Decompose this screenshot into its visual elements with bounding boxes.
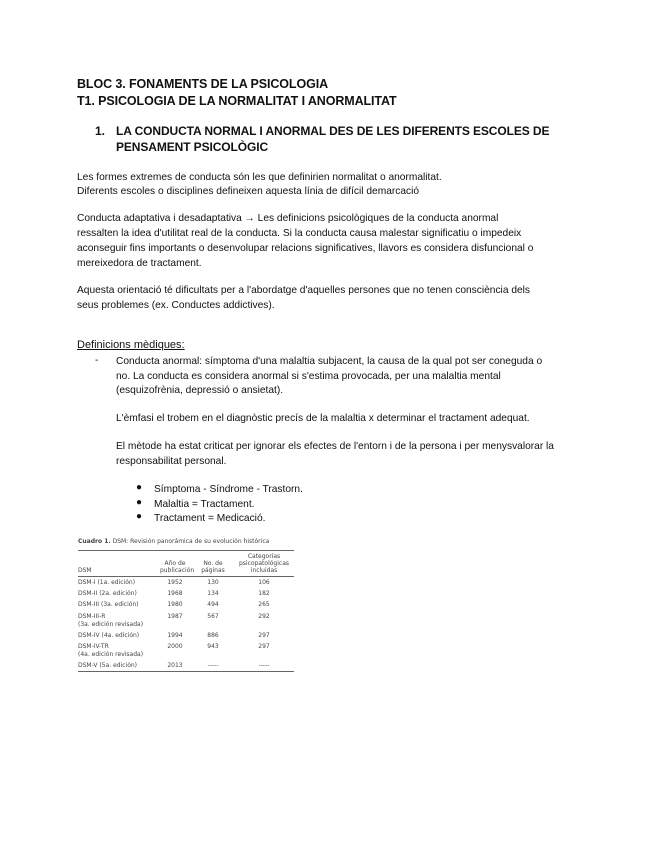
bullet-dot-icon: ● bbox=[136, 497, 143, 508]
paragraph-line: Conducta adaptativa i desadaptativa → Les definicions psicològiques de la conducta anormal bbox=[77, 213, 499, 224]
paragraph-line: aconseguir fins importants o desenvolupar relacions significatives, llavors es considera disfuncional o bbox=[77, 243, 534, 254]
paragraph-line: ressalten la idea d'utilitat real de la conducta. Si la conducta causa malestar significatiu o impedeix bbox=[77, 228, 522, 239]
bloc-title: BLOC 3. FONAMENTS DE LA PSICOLOGIA bbox=[77, 77, 329, 91]
table-cell: DSM-IV-TR bbox=[78, 643, 109, 650]
table-cell: DSM-II (2a. edición) bbox=[78, 590, 137, 598]
table-cell: 1987 bbox=[167, 612, 183, 620]
table-cell: 297 bbox=[258, 643, 270, 650]
table-cell: 182 bbox=[258, 590, 270, 598]
paragraph-line: seus problemes (ex. Conductes addictives). bbox=[77, 300, 275, 311]
table-rule bbox=[78, 550, 294, 551]
table-caption bbox=[78, 538, 269, 545]
critique-line: responsabilitat personal. bbox=[116, 456, 227, 467]
bullet-dot-icon: ● bbox=[136, 511, 143, 522]
table-cell: DSM-IV (4a. edición) bbox=[78, 631, 140, 639]
table-cell: ----- bbox=[207, 662, 219, 670]
table-cell: 2000 bbox=[167, 643, 183, 650]
table-cell: 130 bbox=[207, 579, 219, 586]
list-item-line: (esquizofrènia, depressió o ansietat). bbox=[116, 385, 284, 396]
table-cell: 494 bbox=[207, 601, 219, 609]
table-cell: DSM-I (1a. edición) bbox=[78, 579, 136, 586]
table-cell: DSM-III (3a. edición) bbox=[78, 601, 139, 609]
table-caption-label: Cuadro 1. bbox=[78, 538, 111, 545]
table-cell: 297 bbox=[258, 631, 270, 639]
header-cell: No. de bbox=[203, 560, 223, 567]
table-cell: 886 bbox=[207, 631, 219, 639]
table-cell: 1980 bbox=[167, 601, 183, 609]
table-cell: 1952 bbox=[167, 579, 183, 586]
paragraph-line: mereixedora de tractament. bbox=[77, 258, 202, 269]
list-item: Tractament = Medicació. bbox=[154, 513, 266, 524]
table-cell: (3a. edición revisada) bbox=[78, 620, 144, 628]
table-cell: 943 bbox=[207, 643, 219, 650]
table-cell: 2013 bbox=[167, 662, 183, 670]
list-item-line: no. La conducta es considera anormal si s'estima provocada, per una malaltia mental bbox=[116, 371, 501, 382]
table-cell: 292 bbox=[258, 612, 270, 620]
table-cell: 106 bbox=[258, 579, 270, 586]
paragraph-line: Les formes extremes de conducta són les que definirien normalitat o anormalitat. bbox=[77, 172, 442, 183]
table-cell: 567 bbox=[207, 612, 219, 620]
table-cell: 265 bbox=[258, 601, 270, 609]
paragraph-line: Diferents escoles o disciplines defineixen aquesta línia de difícil demarcació bbox=[77, 186, 420, 197]
header-cell: psicopatológicas bbox=[239, 560, 289, 567]
section-title-line1: LA CONDUCTA NORMAL I ANORMAL DES DE LES DIFERENTS ESCOLES DE bbox=[116, 124, 550, 138]
list-item: Malaltia = Tractament. bbox=[154, 499, 255, 510]
dash-bullet: - bbox=[95, 355, 99, 366]
table-cell: 134 bbox=[207, 590, 219, 598]
section-title-line2: PENSAMENT PSICOLÒGIC bbox=[116, 140, 269, 154]
header-cell: publicación bbox=[160, 567, 195, 574]
header-cell: Categorías bbox=[247, 553, 281, 560]
table-cell: DSM-V (5a. edición) bbox=[78, 662, 138, 670]
table-rule bbox=[78, 576, 294, 577]
header-cell: incluidas bbox=[250, 567, 278, 574]
medical-definitions-heading: Definicions mèdiques: bbox=[77, 339, 185, 351]
topic-title: T1. PSICOLOGIA DE LA NORMALITAT I ANORMALITAT bbox=[77, 94, 397, 108]
table-cell: (4a. edición revisada) bbox=[78, 651, 144, 658]
table-cell: 1968 bbox=[167, 590, 183, 598]
table-cell: DSM-III-R bbox=[78, 612, 106, 620]
list-item: Símptoma - Síndrome - Trastorn. bbox=[154, 484, 303, 495]
header-cell: DSM bbox=[78, 567, 92, 574]
header-cell: Año de bbox=[164, 560, 186, 567]
table-caption-text: DSM: Revisión panorámica de su evolución histórica bbox=[112, 538, 270, 545]
critique-line: El mètode ha estat criticat per ignorar els efectes de l'entorn i de la persona i per menysvalorar la bbox=[116, 441, 554, 452]
paragraph-line: Aquesta orientació té dificultats per a l'abordatge d'aquelles persones que no tenen consciència dels bbox=[77, 285, 531, 296]
bullet-dot-icon: ● bbox=[136, 482, 143, 493]
table-cell: 1994 bbox=[167, 631, 183, 639]
table-cell: ----- bbox=[258, 662, 270, 670]
list-item-line: Conducta anormal: símptoma d'una malaltia subjacent, la causa de la qual pot ser coneguda o bbox=[116, 356, 543, 367]
header-cell: páginas bbox=[201, 567, 225, 574]
table-rule bbox=[78, 671, 294, 672]
section-number: 1. bbox=[95, 124, 106, 138]
emphasis-text: L'èmfasi el trobem en el diagnòstic precís de la malaltia x determinar el tractament adequat. bbox=[116, 413, 530, 424]
